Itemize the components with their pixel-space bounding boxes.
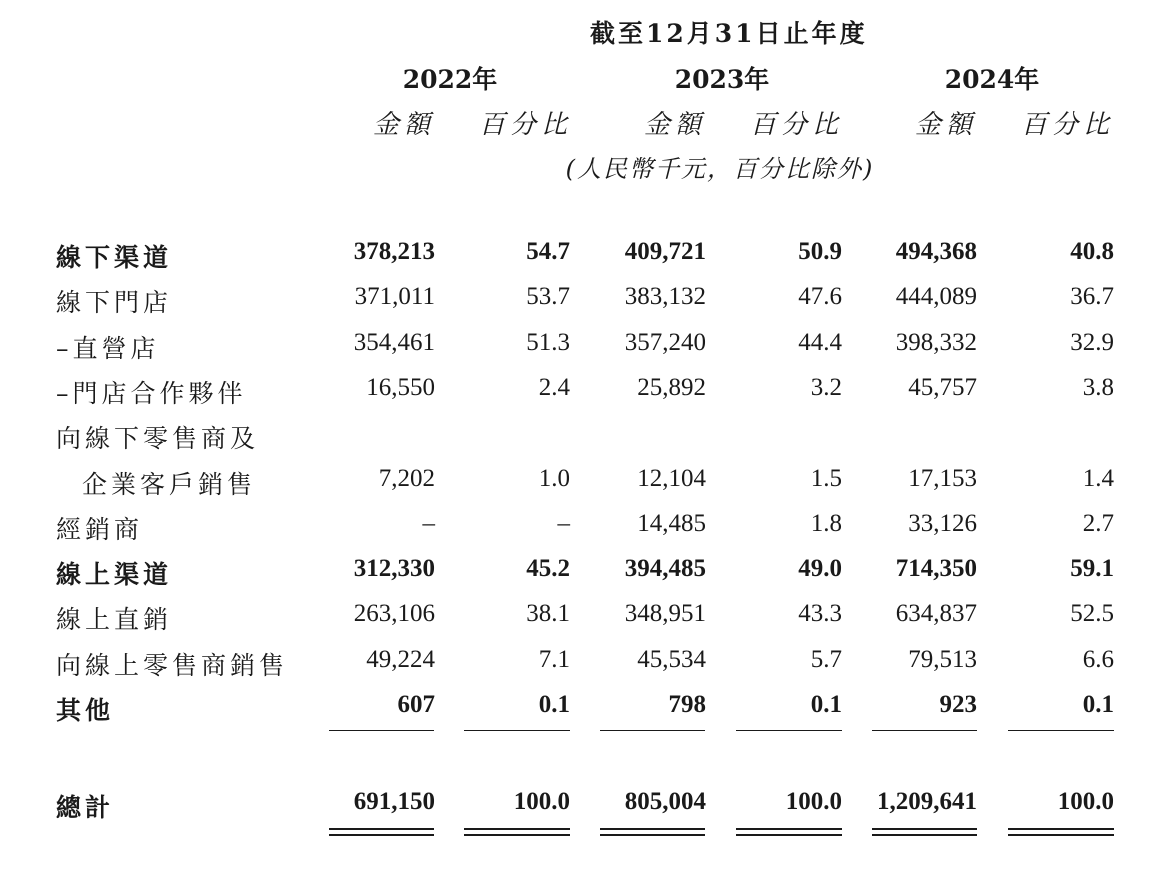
table-row [0,419,1157,464]
cell-amount-2022: 263,106 [353,600,435,627]
cell-percent-2022: 38.1 [526,600,570,627]
cell-amount-2023: 348,951 [624,600,706,627]
cell-amount-2023: 394,485 [624,555,706,582]
cell-amount-2024: 634,837 [895,600,977,627]
cell-percent-2022: 45.2 [526,555,570,582]
cell-percent-2024: 0.1 [1082,691,1114,718]
total-row [0,788,1157,833]
cell-amount-2023: 45,534 [637,646,706,673]
cell-amount-2024: 494,368 [895,238,977,265]
cell-amount-2024: 79,513 [908,646,977,673]
cell-amount-2022: 312,330 [353,555,435,582]
cell-percent-2022: 7.1 [538,646,570,673]
percent-header-2022: 百分比 [478,110,572,140]
total-amount-2023: 805,004 [624,788,706,815]
cell-percent-2022: 1.0 [538,465,570,492]
percent-header-2024: 百分比 [1020,110,1114,140]
cell-percent-2023: 43.3 [798,600,842,627]
cell-amount-2024: 714,350 [895,555,977,582]
cell-percent-2023: 1.8 [810,510,842,537]
cell-amount-2022: 49,224 [366,646,435,673]
cell-amount-2022: 16,550 [366,374,435,401]
cell-percent-2023: 44.4 [798,329,842,356]
period-header: 截至12月31日止年度 [590,19,868,48]
total-double-rule [600,828,705,836]
total-double-rule [872,828,977,836]
cell-amount-2024: 398,332 [895,329,977,356]
table-row [0,600,1157,645]
table-row [0,329,1157,374]
cell-percent-2024: 52.5 [1070,600,1114,627]
cell-percent-2022: 0.1 [538,691,570,718]
cell-percent-2023: 0.1 [810,691,842,718]
cell-amount-2023: 798 [668,691,706,718]
year-2024: 2024年 [944,65,1040,94]
cell-percent-2024: 32.9 [1070,329,1114,356]
row-label: –直營店 [56,334,160,363]
cell-percent-2023: 50.9 [798,238,842,265]
cell-percent-2024: 1.4 [1082,465,1114,492]
row-label: –門店合作夥伴 [56,379,247,408]
row-label: 向線下零售商及 [56,424,260,453]
subtotal-rule [736,730,842,731]
cell-amount-2024: 923 [939,691,977,718]
cell-percent-2023: 49.0 [798,555,842,582]
cell-amount-2023: 409,721 [624,238,706,265]
unit-note: (人民幣千元，百分比除外) [565,155,875,183]
amount-header-2023: 金額 [643,110,706,140]
cell-amount-2022: – [422,510,435,537]
cell-percent-2024: 59.1 [1070,555,1114,582]
cell-percent-2024: 36.7 [1070,283,1114,310]
total-double-rule [1008,828,1114,836]
cell-amount-2022: 371,011 [354,283,435,310]
cell-amount-2023: 12,104 [637,465,706,492]
cell-amount-2023: 357,240 [624,329,706,356]
cell-percent-2024: 3.8 [1082,374,1114,401]
subtotal-rule [329,730,434,731]
cell-percent-2022: 51.3 [526,329,570,356]
year-2023: 2023年 [674,65,770,94]
cell-amount-2022: 354,461 [353,329,435,356]
cell-amount-2022: 607 [397,691,435,718]
table-row [0,283,1157,328]
subtotal-rule [1008,730,1114,731]
total-double-rule [329,828,434,836]
cell-amount-2024: 33,126 [908,510,977,537]
row-label: 線上渠道 [56,560,173,589]
row-label: 線上直銷 [56,605,173,634]
table-row [0,465,1157,510]
cell-amount-2024: 17,153 [908,465,977,492]
row-label: 經銷商 [56,515,144,544]
total-amount-2024: 1,209,641 [877,788,977,815]
table-row [0,238,1157,283]
cell-percent-2022: 54.7 [526,238,570,265]
total-percent-2024: 100.0 [1057,788,1114,815]
total-label: 總計 [56,793,115,822]
cell-amount-2024: 45,757 [908,374,977,401]
table-row [0,374,1157,419]
amount-header-2024: 金額 [914,110,977,140]
row-label: 向線上零售商銷售 [56,651,289,680]
cell-percent-2023: 5.7 [810,646,842,673]
row-label: 其他 [56,696,115,725]
cell-percent-2022: 53.7 [526,283,570,310]
cell-amount-2023: 14,485 [637,510,706,537]
cell-amount-2023: 383,132 [624,283,706,310]
total-double-rule [464,828,570,836]
cell-amount-2024: 444,089 [895,283,977,310]
subtotal-rule [872,730,977,731]
cell-amount-2022: 378,213 [353,238,435,265]
row-label: 企業客戶銷售 [82,470,257,499]
cell-percent-2024: 6.6 [1082,646,1114,673]
total-double-rule [736,828,842,836]
cell-amount-2023: 25,892 [637,374,706,401]
cell-percent-2023: 3.2 [810,374,842,401]
row-label: 線下渠道 [56,243,173,272]
cell-percent-2024: 2.7 [1082,510,1114,537]
table-row [0,555,1157,600]
percent-header-2023: 百分比 [749,110,843,140]
total-percent-2022: 100.0 [513,788,570,815]
cell-percent-2023: 47.6 [798,283,842,310]
total-percent-2023: 100.0 [785,788,842,815]
cell-percent-2022: 2.4 [538,374,570,401]
cell-percent-2022: – [557,510,570,537]
cell-percent-2023: 1.5 [810,465,842,492]
cell-percent-2024: 40.8 [1070,238,1114,265]
table-row [0,691,1157,736]
subtotal-rule [464,730,570,731]
year-2022: 2022年 [402,65,498,94]
total-amount-2022: 691,150 [353,788,435,815]
table-row [0,510,1157,555]
row-label: 線下門店 [56,288,173,317]
table-row [0,646,1157,691]
subtotal-rule [600,730,705,731]
amount-header-2022: 金額 [372,110,435,140]
cell-amount-2022: 7,202 [378,465,435,492]
